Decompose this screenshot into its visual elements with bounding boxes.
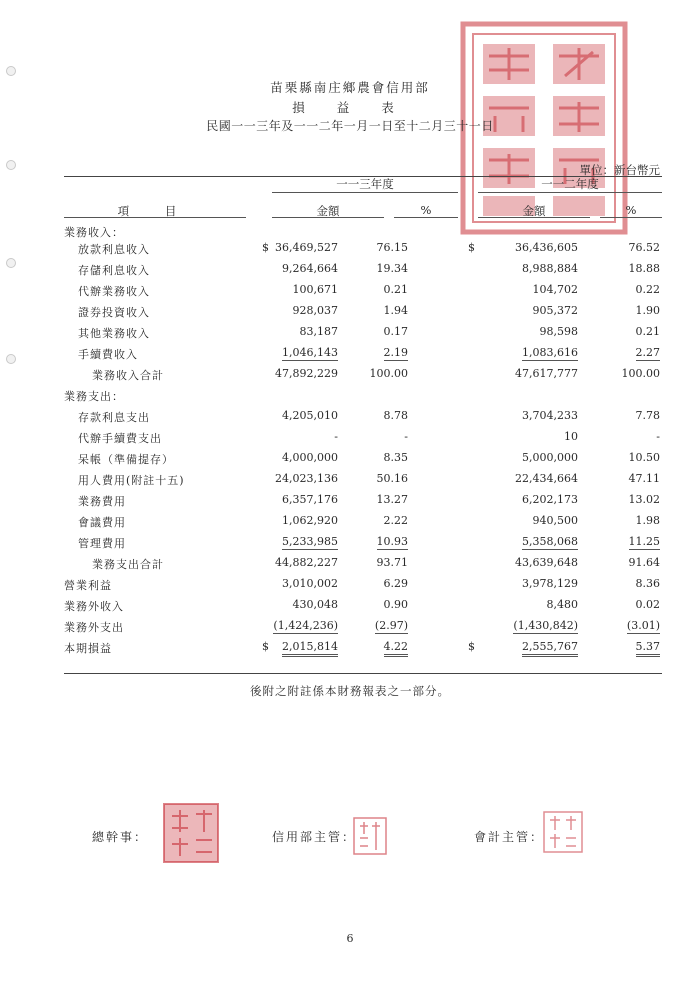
amount-prior: 47,617,777	[515, 367, 578, 380]
table-row	[64, 490, 662, 511]
percent-prior: 0.21	[635, 325, 660, 338]
row-label: 代辦手續費支出	[78, 432, 162, 445]
table-row	[64, 322, 662, 343]
percent-prior: 0.22	[635, 283, 660, 296]
table-row	[64, 301, 662, 322]
amount-prior: (1,430,842)	[513, 619, 578, 632]
amount-current: 24,023,136	[275, 472, 338, 485]
percent-current: 93.71	[376, 556, 408, 569]
amount-current: 4,000,000	[282, 451, 338, 464]
table-row	[64, 280, 662, 301]
amount-current: 44,882,227	[275, 556, 338, 569]
table-row-subtotal	[64, 364, 662, 385]
percent-current: 50.16	[376, 472, 408, 485]
percent-prior: 100.00	[621, 367, 660, 380]
percent-prior: 13.02	[628, 493, 660, 506]
currency-symbol: $	[262, 241, 269, 254]
table-row-subtotal	[64, 553, 662, 574]
statement-title: 損 益 表	[292, 100, 408, 115]
percent-prior: 1.98	[635, 514, 660, 527]
percent-current: (2.97)	[374, 619, 408, 632]
percent-current: -	[404, 430, 408, 443]
amount-current-header: 金額	[272, 203, 384, 218]
table-row	[64, 448, 662, 469]
amount-prior: 2,555,767	[522, 640, 578, 657]
row-label: 代辦業務收入	[78, 285, 150, 298]
amount-current: 928,037	[292, 304, 338, 317]
row-label: 放款利息收入	[78, 243, 150, 256]
table-row	[64, 595, 662, 616]
binder-hole	[6, 354, 16, 364]
amount-prior: 940,500	[532, 514, 578, 527]
row-label: 證券投資收入	[78, 306, 150, 319]
percent-current: 100.00	[369, 367, 408, 380]
percent-prior: 2.27	[635, 346, 660, 359]
item-column-header: 項 目	[64, 203, 246, 218]
percent-prior: (3.01)	[626, 619, 660, 632]
amount-prior: 1,083,616	[522, 346, 578, 359]
row-label: 會議費用	[78, 516, 126, 529]
percent-prior: -	[656, 430, 660, 443]
amount-current: 6,357,176	[282, 493, 338, 506]
amount-prior: 104,702	[532, 283, 578, 296]
currency-symbol: $	[262, 640, 269, 653]
table-bottom-rule	[64, 673, 662, 674]
amount-prior: 5,358,068	[522, 535, 578, 548]
percent-current: 0.90	[383, 598, 408, 611]
credit-manager-label: 信用部主管：	[272, 830, 357, 844]
amount-prior: 36,436,605	[515, 241, 578, 254]
amount-current: 100,671	[292, 283, 338, 296]
percent-current: 10.93	[376, 535, 408, 548]
row-label: 業務外支出	[64, 621, 124, 634]
currency-symbol: $	[468, 640, 475, 653]
row-label: 用人費用(附註十五)	[78, 474, 185, 487]
percent-current: 2.19	[383, 346, 408, 359]
percent-prior: 91.64	[628, 556, 660, 569]
statement-period: 民國一一三年及一一二年一月一日至十二月三十一日	[206, 119, 494, 133]
amount-prior: 98,598	[539, 325, 578, 338]
percent-prior: 1.90	[635, 304, 660, 317]
footnote: 後附之附註係本財務報表之一部分。	[250, 684, 450, 698]
credit-manager-seal	[352, 816, 388, 856]
percent-current: 8.78	[383, 409, 408, 422]
page-number: 6	[346, 932, 354, 945]
percent-current: 8.35	[383, 451, 408, 464]
table-row	[64, 511, 662, 532]
percent-current: 76.15	[376, 241, 408, 254]
general-manager-label: 總幹事：	[92, 830, 149, 844]
table-row	[64, 469, 662, 490]
amount-current: -	[334, 430, 338, 443]
binder-hole	[6, 160, 16, 170]
amount-current: 1,046,143	[282, 346, 338, 359]
row-label: 管理費用	[78, 537, 126, 550]
row-label: 存儲利息收入	[78, 264, 150, 277]
amount-prior: 8,480	[546, 598, 578, 611]
amount-prior: 3,978,129	[522, 577, 578, 590]
percent-prior: 18.88	[628, 262, 660, 275]
percent-prior: 0.02	[635, 598, 660, 611]
table-row	[64, 238, 662, 259]
table-row	[64, 406, 662, 427]
amount-current: 47,892,229	[275, 367, 338, 380]
binder-hole	[6, 258, 16, 268]
percent-current: 1.94	[383, 304, 408, 317]
percent-prior: 5.37	[636, 640, 661, 657]
amount-prior: 905,372	[532, 304, 578, 317]
accounting-manager-label: 會計主管：	[474, 830, 545, 844]
amount-current: 3,010,002	[282, 577, 338, 590]
amount-prior: 5,000,000	[522, 451, 578, 464]
table-row	[64, 616, 662, 637]
amount-prior: 6,202,173	[522, 493, 578, 506]
row-label: 業務收入：	[64, 226, 124, 239]
amount-current: 83,187	[299, 325, 338, 338]
row-label: 業務支出：	[64, 390, 124, 403]
percent-prior: 8.36	[635, 577, 660, 590]
table-row	[64, 259, 662, 280]
amount-prior: 3,704,233	[522, 409, 578, 422]
percent-current: 13.27	[376, 493, 408, 506]
row-label: 本期損益	[64, 642, 112, 655]
currency-unit: 單位：新台幣元	[579, 163, 660, 177]
percent-prior-header: %	[600, 203, 662, 218]
amount-prior: 43,639,648	[515, 556, 578, 569]
percent-prior: 76.52	[628, 241, 660, 254]
company-name: 苗栗縣南庄鄉農會信用部	[270, 80, 430, 95]
row-label: 營業利益	[64, 579, 112, 592]
row-label: 業務費用	[78, 495, 126, 508]
percent-prior: 7.78	[635, 409, 660, 422]
amount-current: 36,469,527	[275, 241, 338, 254]
binder-hole	[6, 66, 16, 76]
amount-current: 5,233,985	[282, 535, 338, 548]
table-row	[64, 532, 662, 553]
table-row	[64, 385, 662, 406]
row-label: 存款利息支出	[78, 411, 150, 424]
amount-current: 1,062,920	[282, 514, 338, 527]
percent-current: 0.21	[383, 283, 408, 296]
row-label: 呆帳（準備提存）	[78, 453, 174, 466]
table-row	[64, 574, 662, 595]
amount-current: 2,015,814	[282, 640, 338, 657]
amount-current: 9,264,664	[282, 262, 338, 275]
row-label: 業務外收入	[64, 600, 124, 613]
row-label: 手續費收入	[78, 348, 138, 361]
percent-prior: 11.25	[628, 535, 660, 548]
amount-prior: 8,988,884	[522, 262, 578, 275]
amount-current: 430,048	[292, 598, 338, 611]
general-manager-seal	[160, 800, 222, 866]
table-row	[64, 427, 662, 448]
percent-current: 19.34	[376, 262, 408, 275]
percent-prior: 10.50	[628, 451, 660, 464]
percent-current-header: %	[394, 203, 458, 218]
percent-prior: 47.11	[628, 472, 660, 485]
row-label: 其他業務收入	[78, 327, 150, 340]
table-row	[64, 343, 662, 364]
amount-prior-header: 金額	[478, 203, 590, 218]
amount-prior: 22,434,664	[515, 472, 578, 485]
percent-current: 6.29	[383, 577, 408, 590]
row-label: 業務收入合計	[92, 369, 164, 382]
currency-symbol: $	[468, 241, 475, 254]
percent-current: 4.22	[384, 640, 409, 657]
row-label: 業務支出合計	[92, 558, 164, 571]
amount-current: (1,424,236)	[273, 619, 338, 632]
percent-current: 2.22	[383, 514, 408, 527]
percent-current: 0.17	[383, 325, 408, 338]
accounting-manager-seal	[542, 810, 584, 854]
amount-prior: 10	[564, 430, 578, 443]
table-row-total	[64, 637, 662, 658]
amount-current: 4,205,010	[282, 409, 338, 422]
year-current-header: 一一三年度	[272, 176, 458, 193]
year-prior-header: 一一二年度	[478, 176, 662, 193]
